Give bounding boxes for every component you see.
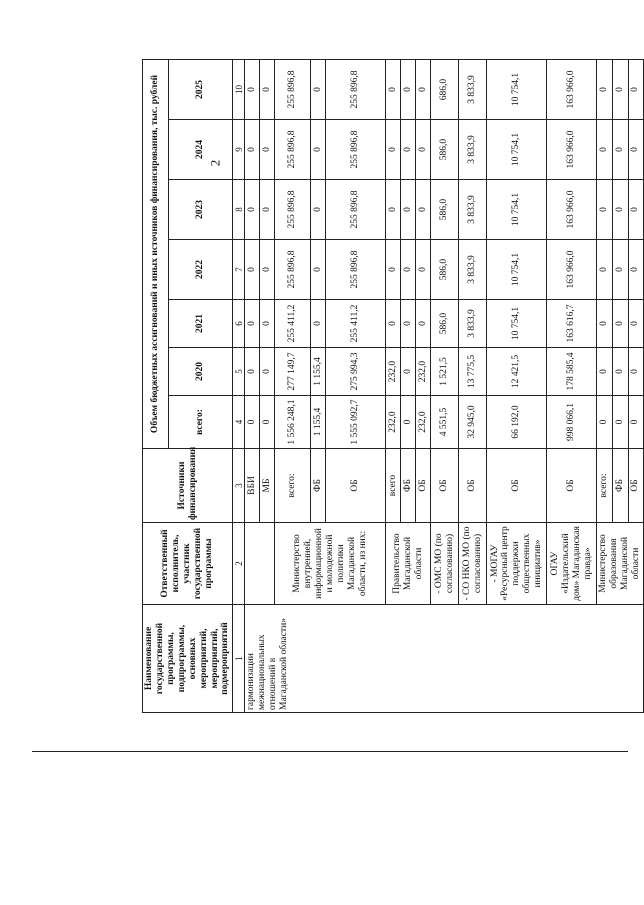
value-cell: 232,0 bbox=[416, 396, 431, 449]
value-cell: 0 bbox=[628, 240, 644, 300]
value-cell: 255 896,8 bbox=[326, 240, 386, 300]
value-cell: 66 192,0 bbox=[487, 396, 547, 449]
value-cell: 0 bbox=[311, 300, 326, 348]
index-cell: 4 bbox=[233, 396, 245, 449]
value-cell: 10 754,1 bbox=[487, 180, 547, 240]
value-cell: 0 bbox=[416, 59, 431, 119]
source-cell: ФБ bbox=[311, 449, 326, 523]
value-cell: 0 bbox=[628, 120, 644, 180]
value-cell: 0 bbox=[401, 348, 416, 396]
value-cell: 3 833,9 bbox=[459, 240, 487, 300]
value-cell: 586,0 bbox=[431, 300, 459, 348]
header-source: Источники финансирования bbox=[143, 449, 233, 523]
value-cell: 0 bbox=[260, 59, 275, 119]
value-cell: 0 bbox=[416, 300, 431, 348]
value-cell: 0 bbox=[401, 59, 416, 119]
value-cell: 163 966,0 bbox=[547, 59, 597, 119]
value-cell: 1 155,4 bbox=[311, 396, 326, 449]
program-name-cell: гармонизации межнациональных отношений в Магаданской области» bbox=[245, 605, 644, 713]
value-cell: 0 bbox=[612, 120, 628, 180]
value-cell: 163 966,0 bbox=[547, 240, 597, 300]
source-cell: ОБ bbox=[628, 449, 644, 523]
header-volume: Объем бюджетных ассигнований и иных источников финансирования, тыс. рублей bbox=[143, 59, 169, 448]
value-cell: 0 bbox=[416, 240, 431, 300]
header-year: 2020 bbox=[169, 348, 233, 396]
source-cell: ОБ bbox=[487, 449, 547, 523]
value-cell: 586,0 bbox=[431, 240, 459, 300]
budget-table bbox=[142, 59, 644, 713]
header-year: 2024 bbox=[169, 120, 233, 180]
value-cell: 586,0 bbox=[431, 120, 459, 180]
value-cell: 0 bbox=[386, 300, 401, 348]
rotated-table-wrapper bbox=[142, 60, 642, 713]
index-cell: 2 bbox=[233, 523, 245, 605]
header-year: 2025 bbox=[169, 59, 233, 119]
value-cell: 0 bbox=[260, 300, 275, 348]
value-cell: 0 bbox=[416, 120, 431, 180]
table-row bbox=[245, 59, 260, 712]
value-cell: 255 896,8 bbox=[275, 120, 311, 180]
value-cell: 12 421,5 bbox=[487, 348, 547, 396]
value-cell: 275 994,3 bbox=[326, 348, 386, 396]
value-cell: 0 bbox=[386, 180, 401, 240]
value-cell: 0 bbox=[311, 180, 326, 240]
index-cell: 7 bbox=[233, 240, 245, 300]
value-cell: 163 966,0 bbox=[547, 120, 597, 180]
responsible-cell: Министерство образования Магаданской области bbox=[597, 523, 644, 605]
source-cell: МБ bbox=[260, 449, 275, 523]
value-cell: 232,0 bbox=[386, 348, 401, 396]
source-cell: всего: bbox=[275, 449, 311, 523]
source-cell: ОБ bbox=[431, 449, 459, 523]
value-cell: 32 945,0 bbox=[459, 396, 487, 449]
value-cell: 0 bbox=[311, 240, 326, 300]
source-cell: ФБ bbox=[401, 449, 416, 523]
value-cell: 586,0 bbox=[431, 180, 459, 240]
value-cell: 0 bbox=[386, 59, 401, 119]
value-cell: 0 bbox=[612, 348, 628, 396]
value-cell: 0 bbox=[597, 300, 613, 348]
value-cell: 10 754,1 bbox=[487, 120, 547, 180]
value-cell: 0 bbox=[597, 240, 613, 300]
value-cell: 0 bbox=[612, 240, 628, 300]
value-cell: 0 bbox=[401, 396, 416, 449]
value-cell: 0 bbox=[612, 59, 628, 119]
value-cell: 0 bbox=[245, 120, 260, 180]
value-cell: 0 bbox=[628, 59, 644, 119]
header-year: 2023 bbox=[169, 180, 233, 240]
value-cell: 0 bbox=[260, 348, 275, 396]
value-cell: 0 bbox=[628, 396, 644, 449]
source-cell: ВБИ bbox=[245, 449, 260, 523]
value-cell: 1 555 092,7 bbox=[326, 396, 386, 449]
value-cell: 3 833,9 bbox=[459, 120, 487, 180]
value-cell: 0 bbox=[416, 180, 431, 240]
value-cell: 255 896,8 bbox=[275, 240, 311, 300]
responsible-cell: Правительство Магаданской области bbox=[386, 523, 431, 605]
source-cell: ФБ bbox=[612, 449, 628, 523]
value-cell: 0 bbox=[597, 180, 613, 240]
value-cell: 3 833,9 bbox=[459, 180, 487, 240]
value-cell: 0 bbox=[260, 240, 275, 300]
responsible-cell bbox=[245, 523, 275, 605]
responsible-cell: ОГАУ «Издательский дом» Магаданская правда» bbox=[547, 523, 597, 605]
value-cell: 163 966,0 bbox=[547, 180, 597, 240]
responsible-cell: - ОМС МО (по согласованию) bbox=[431, 523, 459, 605]
value-cell: 13 775,5 bbox=[459, 348, 487, 396]
value-cell: 0 bbox=[245, 300, 260, 348]
value-cell: 1 155,4 bbox=[311, 348, 326, 396]
value-cell: 163 616,7 bbox=[547, 300, 597, 348]
responsible-cell: - МОГАУ «Ресурсный центр поддержки общественных инициатив» bbox=[487, 523, 547, 605]
index-cell: 5 bbox=[233, 348, 245, 396]
source-cell: ОБ bbox=[459, 449, 487, 523]
value-cell: 0 bbox=[401, 180, 416, 240]
index-row bbox=[233, 59, 245, 712]
index-cell: 3 bbox=[233, 449, 245, 523]
value-cell: 232,0 bbox=[386, 396, 401, 449]
value-cell: 0 bbox=[260, 120, 275, 180]
value-cell: 10 754,1 bbox=[487, 59, 547, 119]
value-cell: 3 833,9 bbox=[459, 59, 487, 119]
value-cell: 0 bbox=[597, 59, 613, 119]
value-cell: 10 754,1 bbox=[487, 240, 547, 300]
value-cell: 10 754,1 bbox=[487, 300, 547, 348]
value-cell: 232,0 bbox=[416, 348, 431, 396]
value-cell: 0 bbox=[612, 180, 628, 240]
value-cell: 0 bbox=[260, 180, 275, 240]
value-cell: 0 bbox=[386, 120, 401, 180]
value-cell: 0 bbox=[401, 300, 416, 348]
header-year: 2021 bbox=[169, 300, 233, 348]
value-cell: 0 bbox=[245, 396, 260, 449]
value-cell: 3 833,9 bbox=[459, 300, 487, 348]
index-cell: 1 bbox=[233, 605, 245, 713]
value-cell: 255 896,8 bbox=[326, 120, 386, 180]
horizontal-rule bbox=[32, 751, 628, 752]
value-cell: 0 bbox=[612, 396, 628, 449]
value-cell: 0 bbox=[260, 396, 275, 449]
value-cell: 255 896,8 bbox=[326, 59, 386, 119]
value-cell: 0 bbox=[245, 59, 260, 119]
responsible-cell: Министерство внутренней, информационной и молодежной политики Магаданской области, из них: bbox=[275, 523, 386, 605]
responsible-cell: - СО НКО МО (по согласованию) bbox=[459, 523, 487, 605]
page-number: 2 bbox=[207, 159, 223, 167]
source-cell: ОБ bbox=[547, 449, 597, 523]
value-cell: 0 bbox=[245, 180, 260, 240]
index-cell: 10 bbox=[233, 59, 245, 119]
value-cell: 0 bbox=[245, 348, 260, 396]
value-cell: 0 bbox=[628, 300, 644, 348]
value-cell: 1 521,5 bbox=[431, 348, 459, 396]
source-cell: ОБ bbox=[416, 449, 431, 523]
value-cell: 0 bbox=[401, 120, 416, 180]
value-cell: 0 bbox=[597, 120, 613, 180]
source-cell: всего: bbox=[597, 449, 613, 523]
value-cell: 178 585,4 bbox=[547, 348, 597, 396]
value-cell: 4 551,5 bbox=[431, 396, 459, 449]
value-cell: 0 bbox=[597, 396, 613, 449]
value-cell: 0 bbox=[628, 180, 644, 240]
header-year: 2022 bbox=[169, 240, 233, 300]
value-cell: 255 896,8 bbox=[275, 59, 311, 119]
header-total: всего: bbox=[169, 396, 233, 449]
value-cell: 0 bbox=[311, 120, 326, 180]
value-cell: 0 bbox=[386, 240, 401, 300]
source-cell: всего bbox=[386, 449, 401, 523]
header-name: Наименование государственной программы, подпрограммы, основных мероприятий, мероприятий, подмероприятий bbox=[143, 605, 233, 713]
value-cell: 277 149,7 bbox=[275, 348, 311, 396]
header-responsible: Ответственный исполнитель, участник государственной программы bbox=[143, 523, 233, 605]
value-cell: 998 066,1 bbox=[547, 396, 597, 449]
index-cell: 6 bbox=[233, 300, 245, 348]
value-cell: 686,0 bbox=[431, 59, 459, 119]
value-cell: 0 bbox=[245, 240, 260, 300]
index-cell: 8 bbox=[233, 180, 245, 240]
value-cell: 0 bbox=[628, 348, 644, 396]
value-cell: 255 896,8 bbox=[326, 180, 386, 240]
value-cell: 1 556 248,1 bbox=[275, 396, 311, 449]
value-cell: 255 411,2 bbox=[326, 300, 386, 348]
source-cell: ОБ bbox=[326, 449, 386, 523]
value-cell: 0 bbox=[597, 348, 613, 396]
value-cell: 0 bbox=[401, 240, 416, 300]
value-cell: 0 bbox=[311, 59, 326, 119]
value-cell: 255 896,8 bbox=[275, 180, 311, 240]
value-cell: 0 bbox=[612, 300, 628, 348]
value-cell: 255 411,2 bbox=[275, 300, 311, 348]
index-cell: 9 bbox=[233, 120, 245, 180]
